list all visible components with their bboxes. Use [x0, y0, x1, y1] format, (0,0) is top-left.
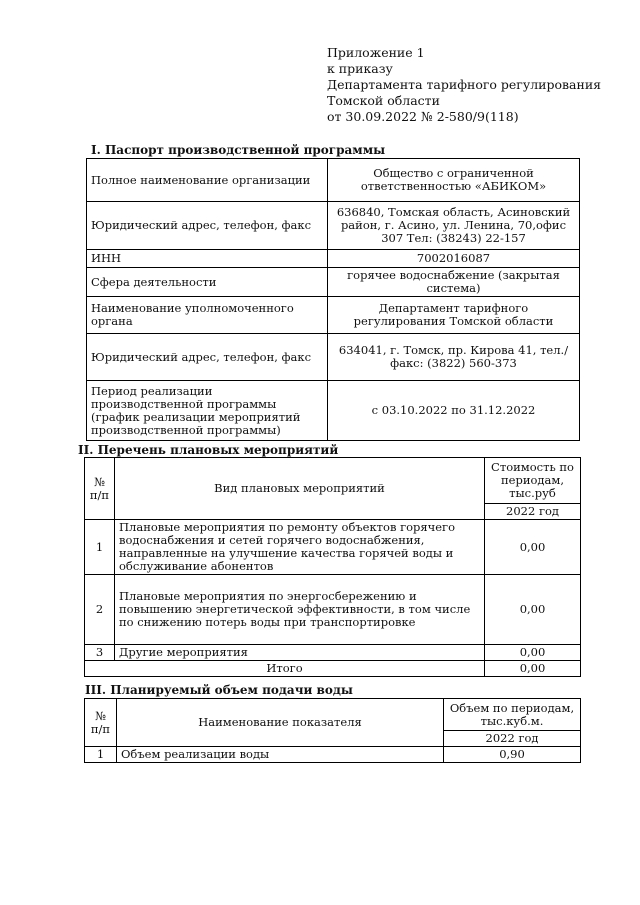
- table-row: [87, 334, 580, 381]
- col-header-cost: Стоимость по периодам, тыс.руб: [485, 458, 581, 504]
- order-date: от 30.09.2022 № 2-580/9(118): [327, 109, 519, 124]
- passport-label: Юридический адрес, телефон, факс: [87, 334, 328, 381]
- passport-value: 7002016087: [328, 250, 580, 268]
- volume-table: [84, 698, 581, 763]
- col-header-name: Наименование показателя: [117, 699, 444, 747]
- table-row: [87, 159, 580, 202]
- passport-label: Период реализации производственной программы (график реализации мероприятий производственной программы): [87, 381, 328, 441]
- row-value: 0,00: [485, 645, 581, 661]
- row-name: Объем реализации воды: [117, 747, 444, 763]
- row-num: 1: [85, 747, 117, 763]
- section3-title: III. Планируемый объем подачи воды: [85, 683, 353, 697]
- table-header-row: [85, 458, 581, 504]
- col-header-year: 2022 год: [485, 504, 581, 520]
- total-label: Итого: [85, 661, 485, 677]
- appendix-label: Приложение 1: [327, 45, 425, 60]
- table-row: [85, 747, 581, 763]
- section2-title: II. Перечень плановых мероприятий: [78, 443, 339, 457]
- table-row: [87, 297, 580, 334]
- row-value: 0,00: [485, 575, 581, 645]
- region-name: Томской области: [327, 93, 440, 108]
- row-name: Плановые мероприятия по ремонту объектов горячего водоснабжения и сетей горячего водоснабжения, направленные на улучшение качества горячей воды и обслуживание абонентов: [115, 520, 485, 575]
- row-num: 2: [85, 575, 115, 645]
- total-value: 0,00: [485, 661, 581, 677]
- table-total-row: [85, 661, 581, 677]
- passport-label: Сфера деятельности: [87, 268, 328, 297]
- table-row: [87, 268, 580, 297]
- passport-value: 636840, Томская область, Асиновский район, г. Асино, ул. Ленина, 70,офис 307 Тел: (38243) 22-157: [328, 202, 580, 250]
- row-value: 0,90: [444, 747, 581, 763]
- table-row: [87, 381, 580, 441]
- passport-label: Наименование уполномоченного органа: [87, 297, 328, 334]
- table-row: [87, 202, 580, 250]
- col-header-num: № п/п: [85, 458, 115, 520]
- order-ref-label: к приказу: [327, 61, 393, 76]
- document-header: [327, 45, 601, 125]
- table-row: [85, 575, 581, 645]
- col-header-num: № п/п: [85, 699, 117, 747]
- row-num: 3: [85, 645, 115, 661]
- table-row: [87, 250, 580, 268]
- row-num: 1: [85, 520, 115, 575]
- passport-table: [86, 158, 580, 441]
- measures-table: [84, 457, 581, 677]
- table-row: [85, 645, 581, 661]
- passport-label: ИНН: [87, 250, 328, 268]
- passport-value: с 03.10.2022 по 31.12.2022: [328, 381, 580, 441]
- passport-value: Общество с ограниченной ответственностью «АБИКОМ»: [328, 159, 580, 202]
- section1-title: I. Паспорт производственной программы: [91, 143, 386, 157]
- row-value: 0,00: [485, 520, 581, 575]
- table-header-row: [85, 699, 581, 731]
- passport-value: Департамент тарифного регулирования Томской области: [328, 297, 580, 334]
- passport-value: горячее водоснабжение (закрытая система): [328, 268, 580, 297]
- passport-label: Полное наименование организации: [87, 159, 328, 202]
- col-header-volume: Объем по периодам, тыс.куб.м.: [444, 699, 581, 731]
- department-name: Департамента тарифного регулирования: [327, 77, 602, 92]
- col-header-name: Вид плановых мероприятий: [115, 458, 485, 520]
- table-row: [85, 520, 581, 575]
- passport-label: Юридический адрес, телефон, факс: [87, 202, 328, 250]
- row-name: Плановые мероприятия по энергосбережению и повышению энергетической эффективности, в том числе по снижению потерь воды при транспортировке: [115, 575, 485, 645]
- passport-value: 634041, г. Томск, пр. Кирова 41, тел./факс: (3822) 560-373: [328, 334, 580, 381]
- col-header-year: 2022 год: [444, 731, 581, 747]
- row-name: Другие мероприятия: [115, 645, 485, 661]
